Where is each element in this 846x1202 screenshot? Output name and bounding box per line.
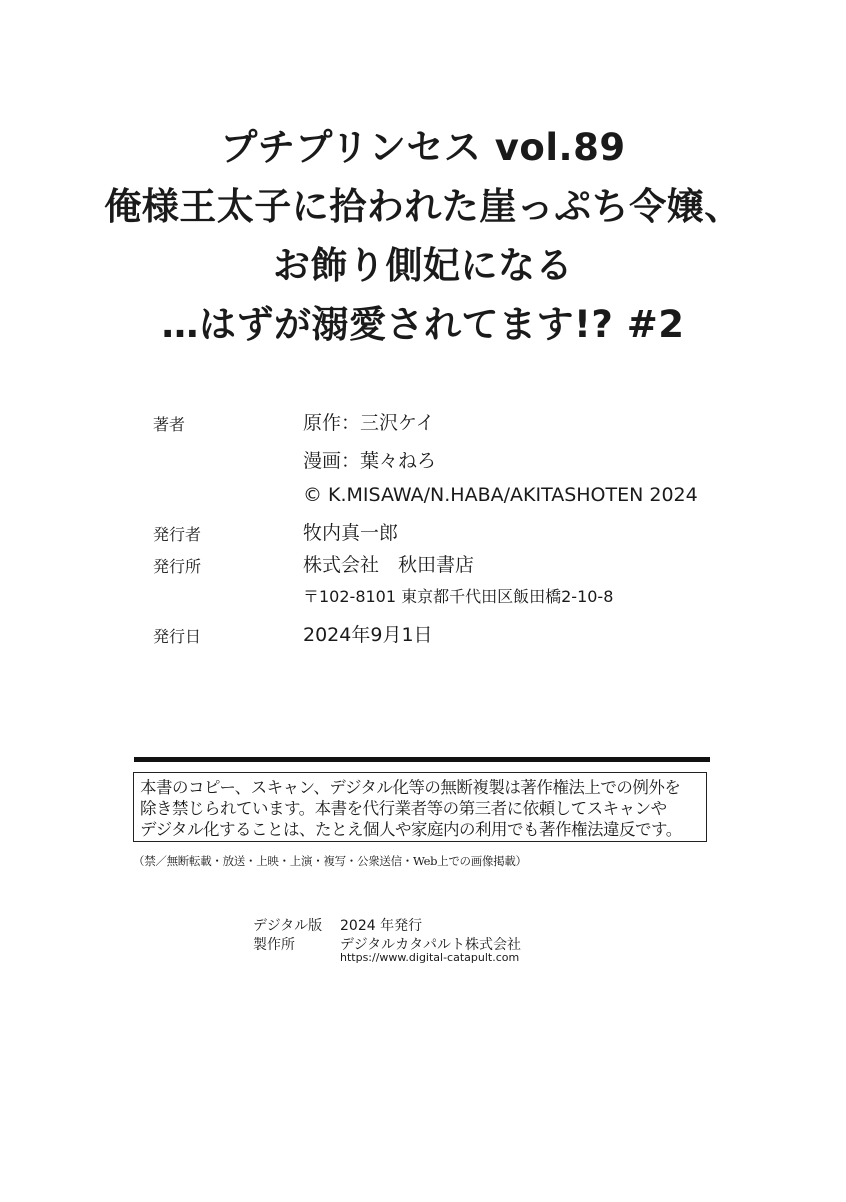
producer-url-link[interactable]: https://www.digital-catapult.com <box>340 951 520 964</box>
prohibited-uses: （禁／無断転載・放送・上映・上演・複写・公衆送信・Web上での画像掲載） <box>133 854 527 868</box>
edition-row <box>253 915 673 935</box>
edition-value: 2024 年発行 <box>340 918 423 934</box>
producer-label: 製作所 <box>253 937 295 953</box>
copyright: © K.MISAWA/N.HABA/AKITASHOTEN 2024 <box>303 484 698 506</box>
title-line-4: …はずが溺愛されてます!? #2 <box>161 303 685 346</box>
copyright-notice-box <box>133 772 707 842</box>
producer-value: デジタルカタパルト株式会社 <box>340 937 522 953</box>
copyright-row <box>153 484 753 514</box>
title-line-2: 俺様王太子に拾われた崖っぷち令嬢、 <box>104 185 742 228</box>
divider-rule <box>134 757 710 762</box>
publisher-row <box>153 550 753 580</box>
publisher-person: 牧内真一郎 <box>303 522 399 544</box>
author-label: 著者 <box>153 415 186 434</box>
manga-artist: 漫画：葉々ねろ <box>303 450 437 472</box>
publisher-person-row <box>153 518 753 548</box>
notice-line-1: 本書のコピー、スキャン、デジタル化等の無断複製は著作権法上での例外を <box>140 778 681 797</box>
publisher-label: 発行所 <box>153 557 202 576</box>
notice-line-2: 除き禁じられています。本書を代行業者等の第三者に依頼してスキャンや <box>140 799 667 818</box>
publication-date: 2024年9月1日 <box>303 624 433 646</box>
date-row <box>153 620 753 650</box>
publisher-person-label: 発行者 <box>153 525 202 544</box>
publisher-address: 〒102-8101 東京都千代田区飯田橋2-10-8 <box>303 587 614 606</box>
address-row <box>153 580 753 610</box>
date-label: 発行日 <box>153 627 202 646</box>
title-line-1: プチプリンセス vol.89 <box>220 126 626 169</box>
author-row <box>153 408 753 438</box>
book-title <box>0 118 846 354</box>
original-work: 原作：三沢ケイ <box>303 412 435 434</box>
notice-line-3: デジタル化することは、たとえ個人や家庭内の利用でも著作権法違反です。 <box>140 820 682 839</box>
publisher: 株式会社 秋田書店 <box>303 554 475 576</box>
edition-label: デジタル版 <box>253 918 323 934</box>
manga-row <box>153 446 753 476</box>
title-line-3: お飾り側妃になる <box>273 244 573 287</box>
